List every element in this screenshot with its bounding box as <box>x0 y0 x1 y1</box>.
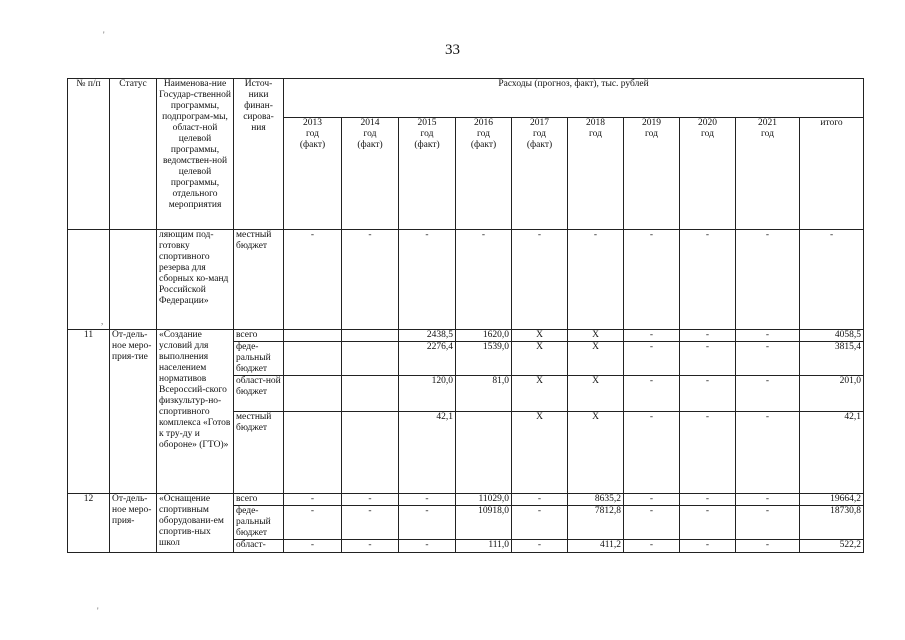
row-value: 81,0 <box>456 376 512 412</box>
header-year-line: (факт) <box>526 140 553 151</box>
scan-mark: ' <box>103 30 105 40</box>
row-value <box>284 342 342 376</box>
row-value: - <box>624 494 680 506</box>
row-value <box>342 376 399 412</box>
row-name: ляющим под-готовку спортивного резерва для сборных ко-манд Российской Федерации» <box>157 230 234 330</box>
header-year-line: 2016 <box>474 118 493 129</box>
row-value: - <box>399 506 456 540</box>
header-year <box>680 118 736 230</box>
page-number: 33 <box>445 42 460 58</box>
header-year-line: год <box>761 129 774 140</box>
header-no: № п/п <box>68 79 110 230</box>
row-value: - <box>342 230 399 330</box>
row-source: всего <box>234 494 284 506</box>
row-total: 3815,4 <box>800 342 864 376</box>
header-expenses-title: Расходы (прогноз, факт), тыс. рублей <box>284 79 864 118</box>
row-value: - <box>736 376 800 412</box>
row-value: - <box>512 494 568 506</box>
row-value: 411,2 <box>568 540 624 553</box>
row-value: - <box>680 230 736 330</box>
row-value: - <box>736 412 800 494</box>
row-value: - <box>680 506 736 540</box>
header-year-line: (факт) <box>299 140 326 151</box>
row-source: феде-ральный бюджет <box>234 506 284 540</box>
row-value: - <box>680 540 736 553</box>
row-source: местный бюджет <box>234 230 284 330</box>
header-year <box>456 118 512 230</box>
row-name: «Оснащение спортивным оборудовани-ем спортив-ных школ <box>157 494 234 553</box>
header-year-line: 2014 <box>360 118 380 129</box>
row-value: Х <box>512 376 568 412</box>
row-value: - <box>680 376 736 412</box>
row-value: - <box>736 494 800 506</box>
row-value: - <box>680 494 736 506</box>
row-value: 1539,0 <box>456 342 512 376</box>
header-status: Статус <box>110 79 157 230</box>
row-value <box>342 342 399 376</box>
row-value: 42,1 <box>399 412 456 494</box>
table-row <box>68 494 864 506</box>
row-value <box>284 412 342 494</box>
row-value: Х <box>512 342 568 376</box>
row-value <box>342 412 399 494</box>
row-number: 11 <box>68 330 110 494</box>
row-value: - <box>680 330 736 342</box>
row-total: 18730,8 <box>800 506 864 540</box>
header-year-line: 2020 <box>698 118 717 129</box>
row-value: Х <box>568 412 624 494</box>
header-year <box>512 118 568 230</box>
row-value: - <box>736 330 800 342</box>
row-status: От-дель-ное меро-прия- <box>110 494 157 553</box>
row-value: - <box>736 230 800 330</box>
header-year-line: 2018 <box>586 118 605 129</box>
header-year <box>342 118 399 230</box>
row-value <box>342 330 399 342</box>
header-year <box>568 118 624 230</box>
row-value: - <box>399 494 456 506</box>
row-source: област-ной бюджет <box>234 376 284 412</box>
header-year <box>736 118 800 230</box>
header-year-line: год <box>306 129 319 140</box>
row-value: - <box>284 506 342 540</box>
row-value: - <box>512 506 568 540</box>
header-year-line: 2019 <box>642 118 661 129</box>
row-value: Х <box>568 376 624 412</box>
row-value: Х <box>568 342 624 376</box>
row-status <box>110 230 157 330</box>
row-value: - <box>624 412 680 494</box>
row-total: 19664,2 <box>800 494 864 506</box>
row-total: - <box>800 230 864 330</box>
row-status: От-дель-ное меро-прия-тие <box>110 330 157 494</box>
row-value: - <box>284 494 342 506</box>
row-value: 120,0 <box>399 376 456 412</box>
header-year-line: год <box>420 129 434 140</box>
row-total: 522,2 <box>800 540 864 553</box>
row-value: 2276,4 <box>399 342 456 376</box>
row-value: - <box>284 540 342 553</box>
row-source: феде-ральный бюджет <box>234 342 284 376</box>
row-value: - <box>736 540 800 553</box>
expenses-table <box>67 78 864 553</box>
row-value: Х <box>512 412 568 494</box>
table-row <box>68 230 864 330</box>
row-value: - <box>512 230 568 330</box>
row-value: - <box>342 494 399 506</box>
row-value: - <box>512 540 568 553</box>
header-year-line: (факт) <box>414 140 440 151</box>
header-year-line: 2021 <box>758 118 777 129</box>
header-total: итого <box>800 118 864 230</box>
header-year-line: (факт) <box>470 140 497 151</box>
row-total: 4058,5 <box>800 330 864 342</box>
row-value: - <box>624 540 680 553</box>
header-year-line: 2017 <box>530 118 549 129</box>
row-value <box>456 412 512 494</box>
header-year-line: год <box>645 129 658 140</box>
row-number <box>68 230 110 330</box>
row-value: Х <box>512 330 568 342</box>
header-name: Наименова-ние Государ-ственной программы, подпрограм-мы, област-ной целевой программы, ведомствен-ной целевой программы, отдельного мероприятия <box>157 79 234 230</box>
row-value: - <box>342 506 399 540</box>
row-value <box>284 376 342 412</box>
scan-mark: ' <box>97 606 99 616</box>
row-value: - <box>284 230 342 330</box>
row-value: - <box>680 342 736 376</box>
row-value: - <box>736 506 800 540</box>
header-year <box>624 118 680 230</box>
row-value: - <box>568 230 624 330</box>
header-sources: Источ-ники финан-сирова-ния <box>234 79 284 230</box>
row-value: - <box>680 412 736 494</box>
row-number: 12 <box>68 494 110 553</box>
row-value: - <box>624 230 680 330</box>
row-value: - <box>399 540 456 553</box>
row-source: област- <box>234 540 284 553</box>
row-value: - <box>342 540 399 553</box>
row-value: - <box>624 342 680 376</box>
header-year-line: год <box>533 129 546 140</box>
row-total: 201,0 <box>800 376 864 412</box>
row-value: Х <box>568 330 624 342</box>
row-value: 1620,0 <box>456 330 512 342</box>
scan-mark: , <box>101 316 104 326</box>
row-value: - <box>456 230 512 330</box>
row-value: - <box>624 330 680 342</box>
row-value: 111,0 <box>456 540 512 553</box>
row-source: всего <box>234 330 284 342</box>
row-value: 2438,5 <box>399 330 456 342</box>
row-value: - <box>399 230 456 330</box>
header-year <box>284 118 342 230</box>
header-year-line: 2013 <box>303 118 322 129</box>
table-row <box>68 330 864 342</box>
header-year-line: год <box>363 129 377 140</box>
header-year-line: год <box>589 129 602 140</box>
row-value <box>284 330 342 342</box>
header-year-line: 2015 <box>417 118 437 129</box>
row-source: местный бюджет <box>234 412 284 494</box>
row-name: «Создание условий для выполнения населением нормативов Всероссий-ского физкультур-но-спортивного комплекса «Готов к тру-ду и обороне» (ГТО)» <box>157 330 234 494</box>
header-year <box>399 118 456 230</box>
header-year-line: (факт) <box>357 140 383 151</box>
row-value: 8635,2 <box>568 494 624 506</box>
row-value: 7812,8 <box>568 506 624 540</box>
row-value: 10918,0 <box>456 506 512 540</box>
header-year-line: год <box>701 129 714 140</box>
row-value: - <box>624 376 680 412</box>
row-value: - <box>736 342 800 376</box>
row-value: - <box>624 506 680 540</box>
row-total: 42,1 <box>800 412 864 494</box>
header-year-line: год <box>477 129 490 140</box>
row-value: 11029,0 <box>456 494 512 506</box>
